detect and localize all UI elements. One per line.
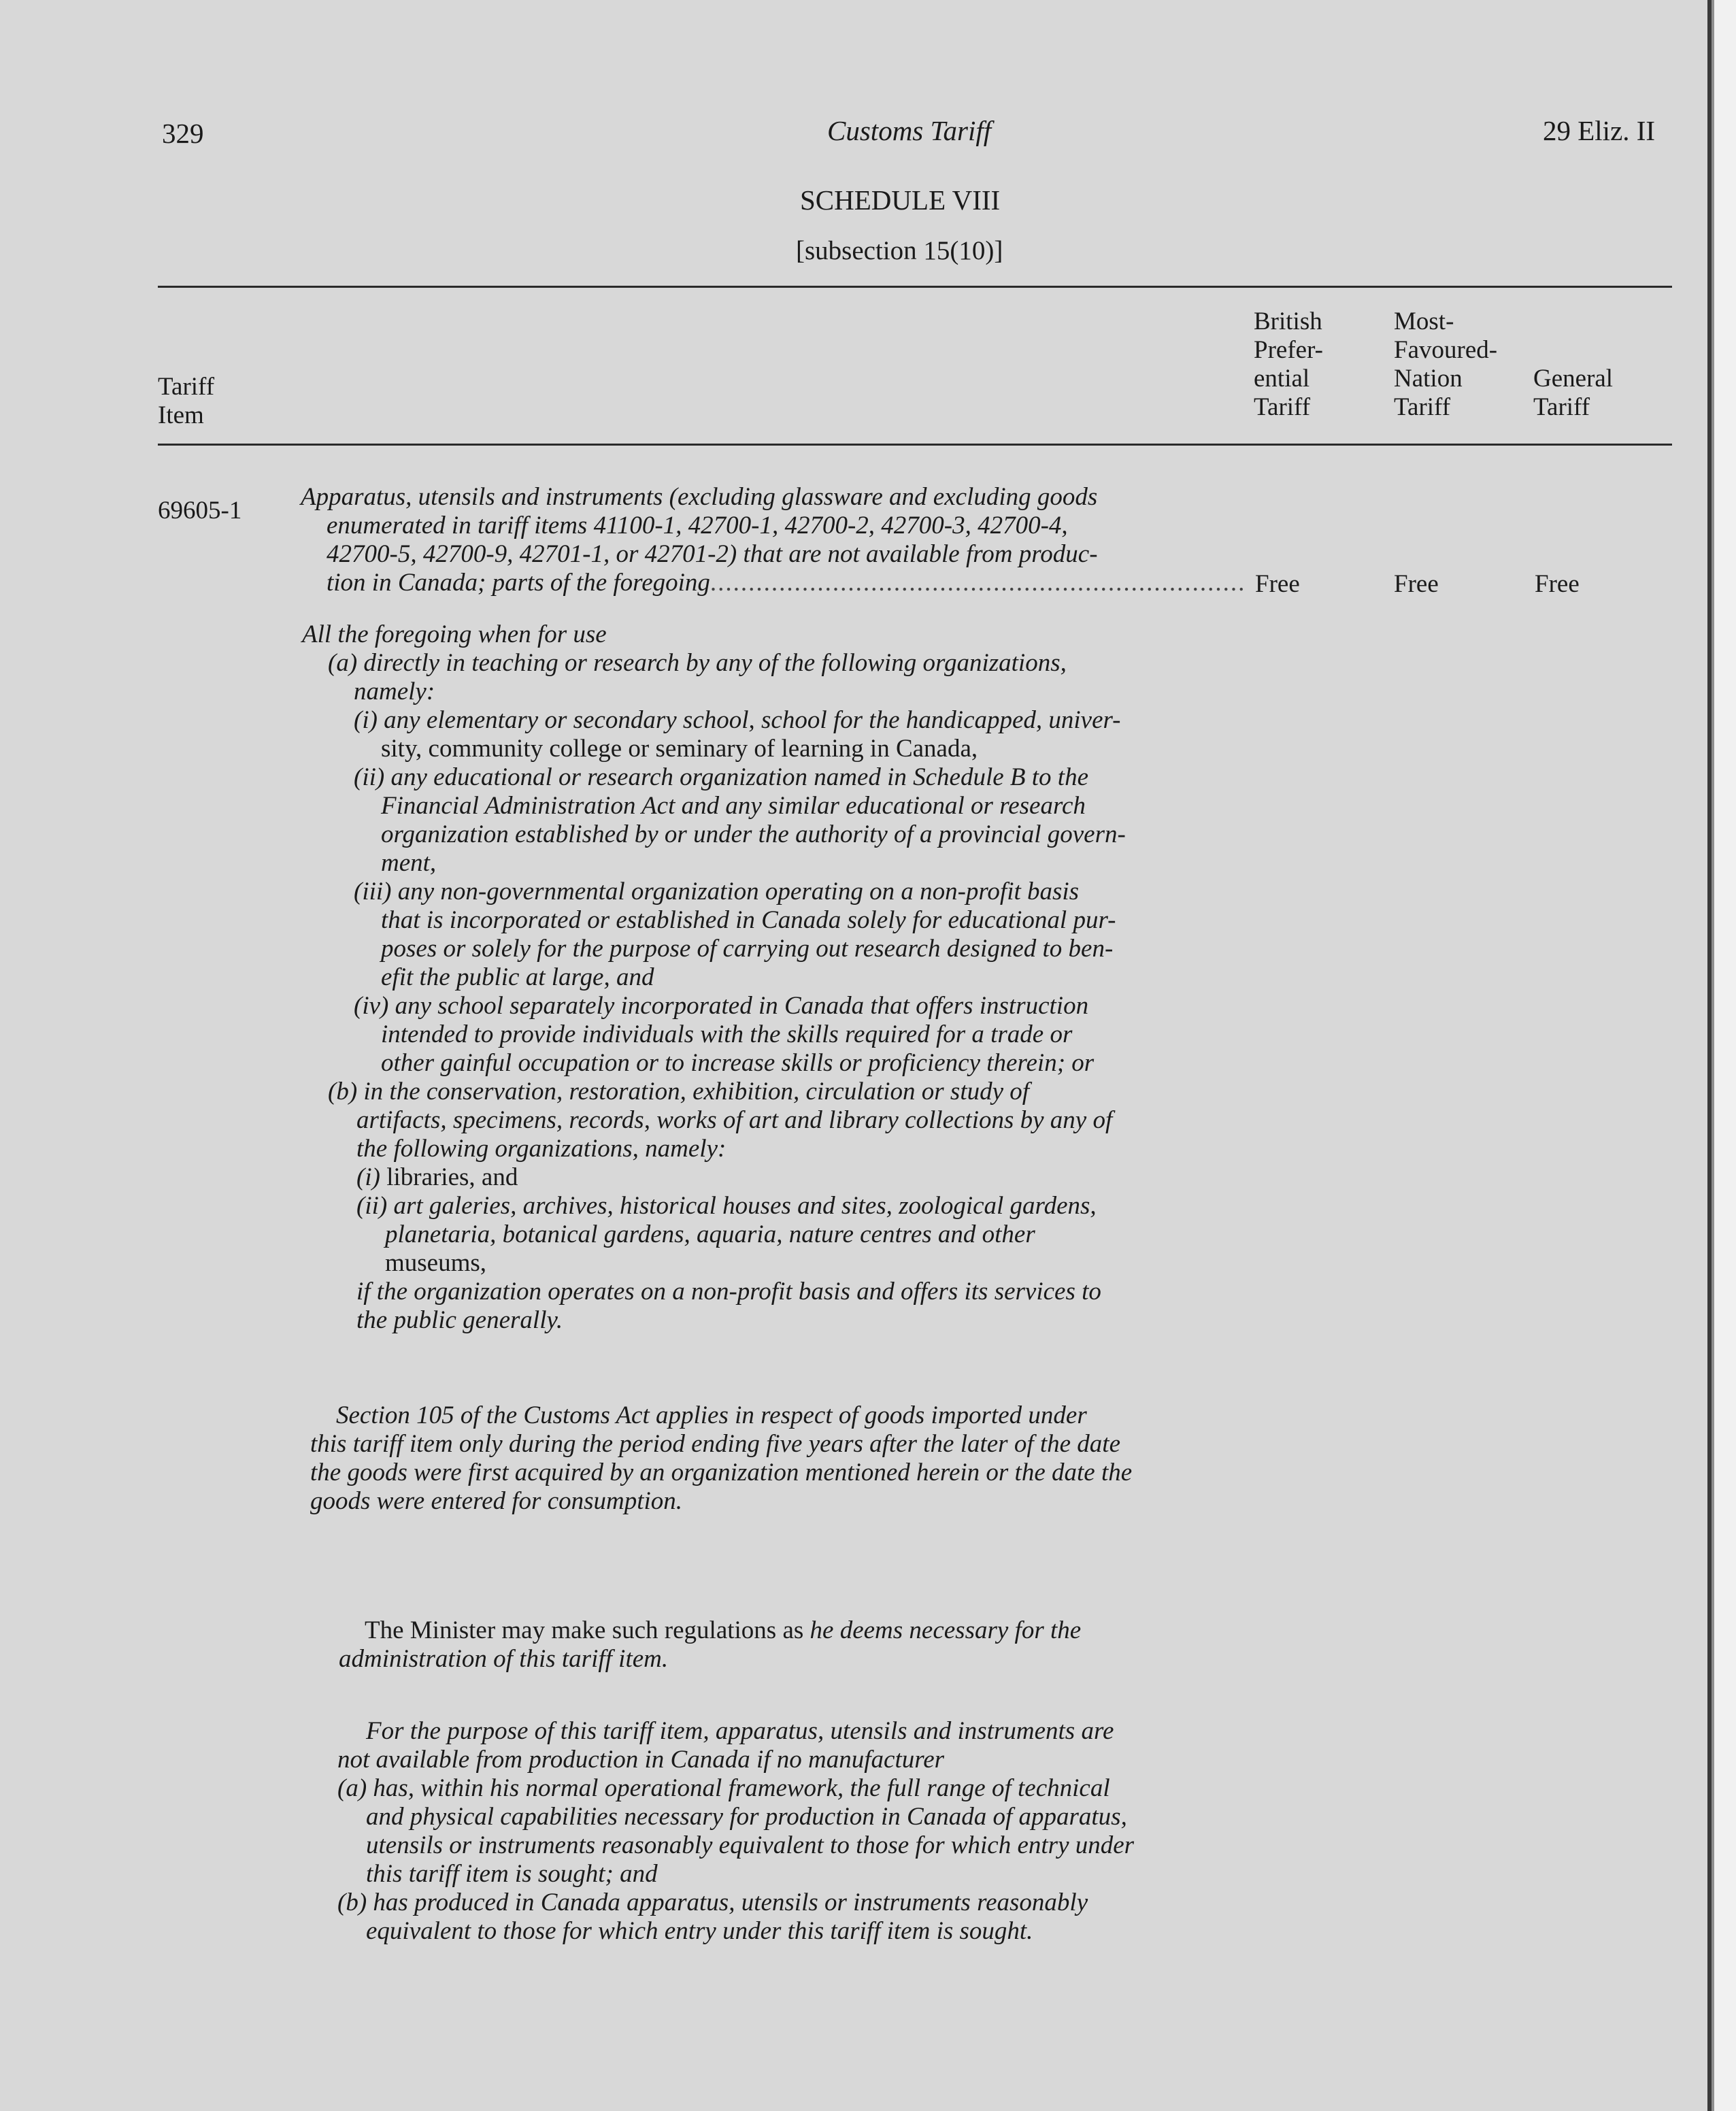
purpose-line: not available from production in Canada if no manufacturer xyxy=(337,1746,945,1774)
condition-a-ii-line: ment, xyxy=(381,849,437,877)
tariff-item-number: 69605-1 xyxy=(158,497,242,525)
description-line: enumerated in tariff items 41100-1, 42700-1, 42700-2, 42700-3, 42700-4, xyxy=(327,512,1068,539)
condition-b-ii-line: (ii) art galeries, archives, historical houses and sites, zoological gardens, xyxy=(356,1192,1097,1220)
description-line: Apparatus, utensils and instruments (excluding glassware and excluding goods xyxy=(301,483,1098,511)
table-top-rule xyxy=(158,286,1672,288)
conditions-intro: All the foregoing when for use xyxy=(302,620,607,648)
schedule-title: SCHEDULE VIII xyxy=(800,184,1001,216)
condition-a-iv-line: (iv) any school separately incorporated in Canada that offers instruction xyxy=(354,992,1089,1020)
condition-a-iii-line: efit the public at large, and xyxy=(381,963,654,991)
condition-b-line: (b) in the conservation, restoration, exhibition, circulation or study of xyxy=(328,1078,1030,1106)
section-105-line: Section 105 of the Customs Act applies in respect of goods imported under xyxy=(336,1401,1087,1429)
condition-a-line: namely: xyxy=(354,678,435,705)
condition-a-iv-line: other gainful occupation or to increase skills or proficiency therein; or xyxy=(381,1049,1095,1077)
condition-b-ii-line: planetaria, botanical gardens, aquaria, nature centres and other xyxy=(385,1220,1035,1248)
rate-most-favoured-nation: Free xyxy=(1394,570,1439,598)
minister-note-italic: administration of this tariff item. xyxy=(339,1645,669,1673)
header-tariff-item-line: Item xyxy=(158,401,204,429)
purpose-b-line: equivalent to those for which entry under this tariff item is sought. xyxy=(366,1917,1033,1945)
header-most-favoured-nation xyxy=(1394,307,1497,422)
conditions-closing-line: if the organization operates on a non-profit basis and offers its services to xyxy=(356,1278,1101,1306)
condition-b-line: the following organizations, namely: xyxy=(356,1135,727,1163)
table-header-rule xyxy=(158,444,1672,446)
conditions-block xyxy=(302,620,1227,1335)
header-british-line: ential xyxy=(1254,365,1310,393)
header-british-line: British xyxy=(1254,307,1322,335)
header-mfn-line: Tariff xyxy=(1394,393,1451,421)
description-line: 42700-5, 42700-9, 42701-1, or 42701-2) that are not available from produc- xyxy=(327,540,1098,568)
header-mfn-line: Favoured- xyxy=(1394,336,1498,364)
description-line: tion in Canada; parts of the foregoing xyxy=(327,569,710,597)
dot-leader: ...................................................................... xyxy=(710,569,1246,597)
rate-british-preferential: Free xyxy=(1255,570,1300,598)
header-general-line: Tariff xyxy=(1533,393,1590,421)
purpose-note xyxy=(337,1717,1231,1946)
page-edge xyxy=(1707,0,1736,2111)
condition-a-iv-line: intended to provide individuals with the skills required for a trade or xyxy=(381,1020,1073,1048)
condition-a-iii-line: poses or solely for the purpose of carrying out research designed to ben- xyxy=(381,935,1114,963)
header-british-preferential xyxy=(1254,307,1323,422)
header-general xyxy=(1533,365,1613,422)
running-title: Customs Tariff xyxy=(827,115,992,146)
minister-note-italic: he deems necessary for the xyxy=(809,1616,1082,1644)
header-tariff-item xyxy=(158,373,214,430)
condition-b-i-number: (i) xyxy=(356,1163,380,1191)
page-edge-next-sheet xyxy=(1714,0,1736,2111)
header-mfn-line: Most- xyxy=(1394,307,1454,335)
purpose-a-line: this tariff item is sought; and xyxy=(366,1860,658,1888)
entry-description xyxy=(301,483,1246,597)
condition-a-iii-line: that is incorporated or established in Canada solely for educational pur- xyxy=(381,906,1116,934)
purpose-a-line: (a) has, within his normal operational framework, the full range of technical xyxy=(337,1774,1110,1802)
page-edge-shadow xyxy=(1707,0,1712,2111)
page-number: 329 xyxy=(162,118,204,149)
condition-a-ii-line: organization established by or under the authority of a provincial govern- xyxy=(381,820,1126,848)
header-general-line: General xyxy=(1533,365,1614,393)
purpose-a-line: and physical capabilities necessary for production in Canada of apparatus, xyxy=(366,1803,1127,1831)
rate-general: Free xyxy=(1535,570,1580,598)
condition-a-ii-line: (ii) any educational or research organization named in Schedule B to the xyxy=(354,763,1088,791)
section-105-line: goods were entered for consumption. xyxy=(310,1487,683,1515)
purpose-a-line: utensils or instruments reasonably equivalent to those for which entry under xyxy=(366,1831,1135,1859)
regnal-year: 29 Eliz. II xyxy=(1543,115,1656,146)
schedule-subtitle: [subsection 15(10)] xyxy=(796,236,1003,265)
condition-a-i-line: (i) any elementary or secondary school, school for the handicapped, univer- xyxy=(354,706,1121,734)
condition-b-ii-line: museums, xyxy=(385,1249,487,1277)
condition-b-line: artifacts, specimens, records, works of art and library collections by any of xyxy=(356,1106,1113,1134)
conditions-closing-line: the public generally. xyxy=(356,1306,563,1334)
header-mfn-line: Nation xyxy=(1394,365,1463,393)
purpose-b-line: (b) has produced in Canada apparatus, utensils or instruments reasonably xyxy=(337,1889,1088,1916)
header-british-line: Prefer- xyxy=(1254,336,1323,364)
purpose-line: For the purpose of this tariff item, apparatus, utensils and instruments are xyxy=(366,1717,1114,1745)
condition-b-i-text: libraries, and xyxy=(386,1163,518,1191)
section-105-note xyxy=(310,1401,1229,1516)
section-105-line: the goods were first acquired by an organization mentioned herein or the date the xyxy=(310,1459,1133,1486)
header-tariff-item-line: Tariff xyxy=(158,373,215,401)
header-british-line: Tariff xyxy=(1254,393,1311,421)
minister-note xyxy=(339,1616,1230,1674)
minister-note-roman: The Minister may make such regulations as xyxy=(365,1616,804,1644)
condition-a-line: (a) directly in teaching or research by any of the following organizations, xyxy=(328,649,1067,677)
condition-a-iii-line: (iii) any non-governmental organization operating on a non-profit basis xyxy=(354,878,1080,905)
condition-a-ii-line: Financial Administration Act and any similar educational or research xyxy=(381,792,1086,820)
condition-a-i-line: sity, community college or seminary of learning in Canada, xyxy=(381,735,978,763)
section-105-line: this tariff item only during the period ending five years after the later of the date xyxy=(310,1430,1121,1458)
